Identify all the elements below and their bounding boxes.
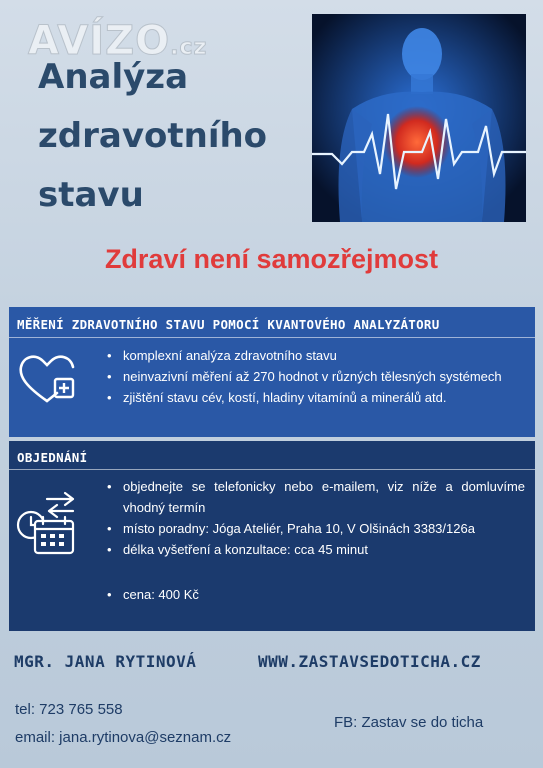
list-item: • objednejte se telefonicky nebo e-mailem, viz níže a domluvíme vhodný termín [105, 476, 525, 518]
title-line-1: Analýza [38, 57, 189, 97]
page-title [38, 48, 308, 225]
title-line-2: zdravotního [38, 116, 268, 156]
watermark-brand: AVÍZO [28, 18, 171, 64]
email-contact[interactable]: email: jana.rytinova@seznam.cz [15, 729, 232, 746]
list-item: • komplexní analýza zdravotního stavu [105, 345, 525, 366]
title-line-3: stavu [38, 175, 144, 215]
facebook-contact[interactable]: FB: Zastav se do ticha [334, 714, 484, 731]
list-item: • místo poradny: Jóga Ateliér, Praha 10, V Olšinách 3383/126a [105, 518, 525, 539]
anatomy-heart-image [312, 14, 526, 222]
website-link[interactable]: WWW.ZASTAVSEDOTICHA.CZ [258, 652, 481, 671]
price-item: • cena: 400 Kč [105, 584, 525, 605]
watermark-tld: .cz [170, 35, 208, 60]
order-list [105, 476, 525, 605]
order-heading: OBJEDNÁNÍ [17, 450, 88, 465]
measurement-list [105, 345, 525, 408]
list-item: • zjištění stavu cév, kostí, hladiny vitamínů a minerálů atd. [105, 387, 525, 408]
measurement-section [9, 307, 535, 437]
slogan: Zdraví není samozřejmost [104, 244, 439, 274]
list-item: • neinvazivní měření až 270 hodnot v různých tělesných systémech [105, 366, 525, 387]
measurement-heading: MĚŘENÍ ZDRAVOTNÍHO STAVU POMOCÍ KVANTOVÉHO ANALYZÁTORU [17, 317, 440, 332]
heart-plus-icon [17, 351, 77, 411]
phone-contact[interactable]: tel: 723 765 558 [15, 701, 123, 718]
measurement-divider [9, 337, 535, 338]
author-name: MGR. JANA RYTINOVÁ [14, 652, 197, 671]
order-section [9, 441, 535, 631]
list-item: • délka vyšetření a konzultace: cca 45 minut [105, 539, 525, 560]
order-divider [9, 469, 535, 470]
calendar-clock-icon [15, 491, 79, 561]
